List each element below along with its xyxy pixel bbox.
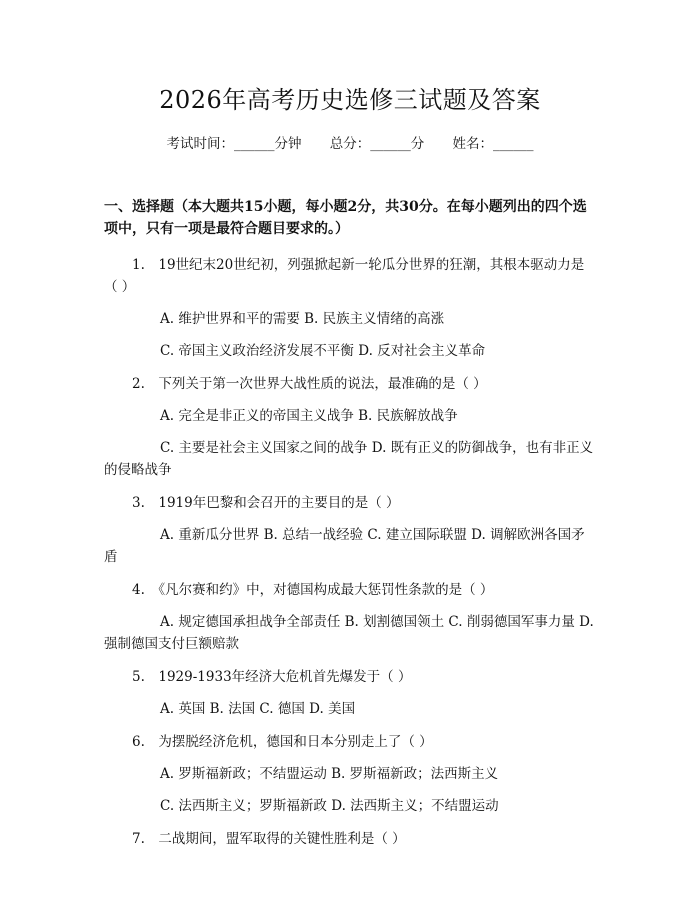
question-stem: 5. 1929-1933年经济大危机首先爆发于（ ） bbox=[132, 669, 412, 685]
question-stem: 7. 二战期间，盟军取得的关键性胜利是（ ） bbox=[132, 831, 406, 847]
question-stem: 2. 下列关于第一次世界大战性质的说法，最准确的是（ ） bbox=[132, 376, 487, 392]
question-options: A. 罗斯福新政；不结盟运动 B. 罗斯福新政；法西斯主义 bbox=[160, 766, 499, 782]
question-list bbox=[104, 254, 596, 850]
page-title: 2026年高考历史选修三试题及答案 bbox=[159, 86, 541, 114]
total-score-field: 总分：______分 bbox=[329, 136, 425, 152]
question-options: A. 英国 B. 法国 C. 德国 D. 美国 bbox=[160, 701, 356, 717]
exam-time-field: 考试时间：______分钟 bbox=[166, 136, 302, 152]
question-options: A. 规定德国承担战争全部责任 B. 划割德国领土 C. 削弱德国军事力量 D. 强制德国支付巨额赔款 bbox=[104, 614, 594, 652]
question-options: C. 主要是社会主义国家之间的战争 D. 既有正义的防御战争，也有非正义的侵略战争 bbox=[104, 440, 594, 478]
question-stem: 6. 为摆脱经济危机，德国和日本分别走上了（ ） bbox=[132, 734, 433, 750]
question-options: A. 完全是非正义的帝国主义战争 B. 民族解放战争 bbox=[160, 408, 458, 424]
question-options: C. 法西斯主义；罗斯福新政 D. 法西斯主义；不结盟运动 bbox=[160, 798, 499, 814]
question-options: A. 重新瓜分世界 B. 总结一战经验 C. 建立国际联盟 D. 调解欧洲各国矛盾 bbox=[104, 527, 585, 565]
question-options: A. 维护世界和平的需要 B. 民族主义情绪的高涨 bbox=[160, 311, 445, 327]
question-stem: 1. 19世纪末20世纪初，列强掀起新一轮瓜分世界的狂潮，其根本驱动力是（ ） bbox=[104, 257, 585, 295]
question-stem: 3. 1919年巴黎和会召开的主要目的是（ ） bbox=[132, 495, 400, 511]
question-stem: 4. 《凡尔赛和约》中，对德国构成最大惩罚性条款的是（ ） bbox=[132, 582, 494, 598]
question-options: C. 帝国主义政治经济发展不平衡 D. 反对社会主义革命 bbox=[160, 343, 486, 359]
section-heading: 一、选择题（本大题共15小题，每小题2分，共30分。在每小题列出的四个选项中，只有一项是最符合题目要求的。） bbox=[104, 199, 587, 237]
name-field: 姓名：______ bbox=[452, 136, 534, 152]
exam-meta bbox=[104, 134, 596, 154]
